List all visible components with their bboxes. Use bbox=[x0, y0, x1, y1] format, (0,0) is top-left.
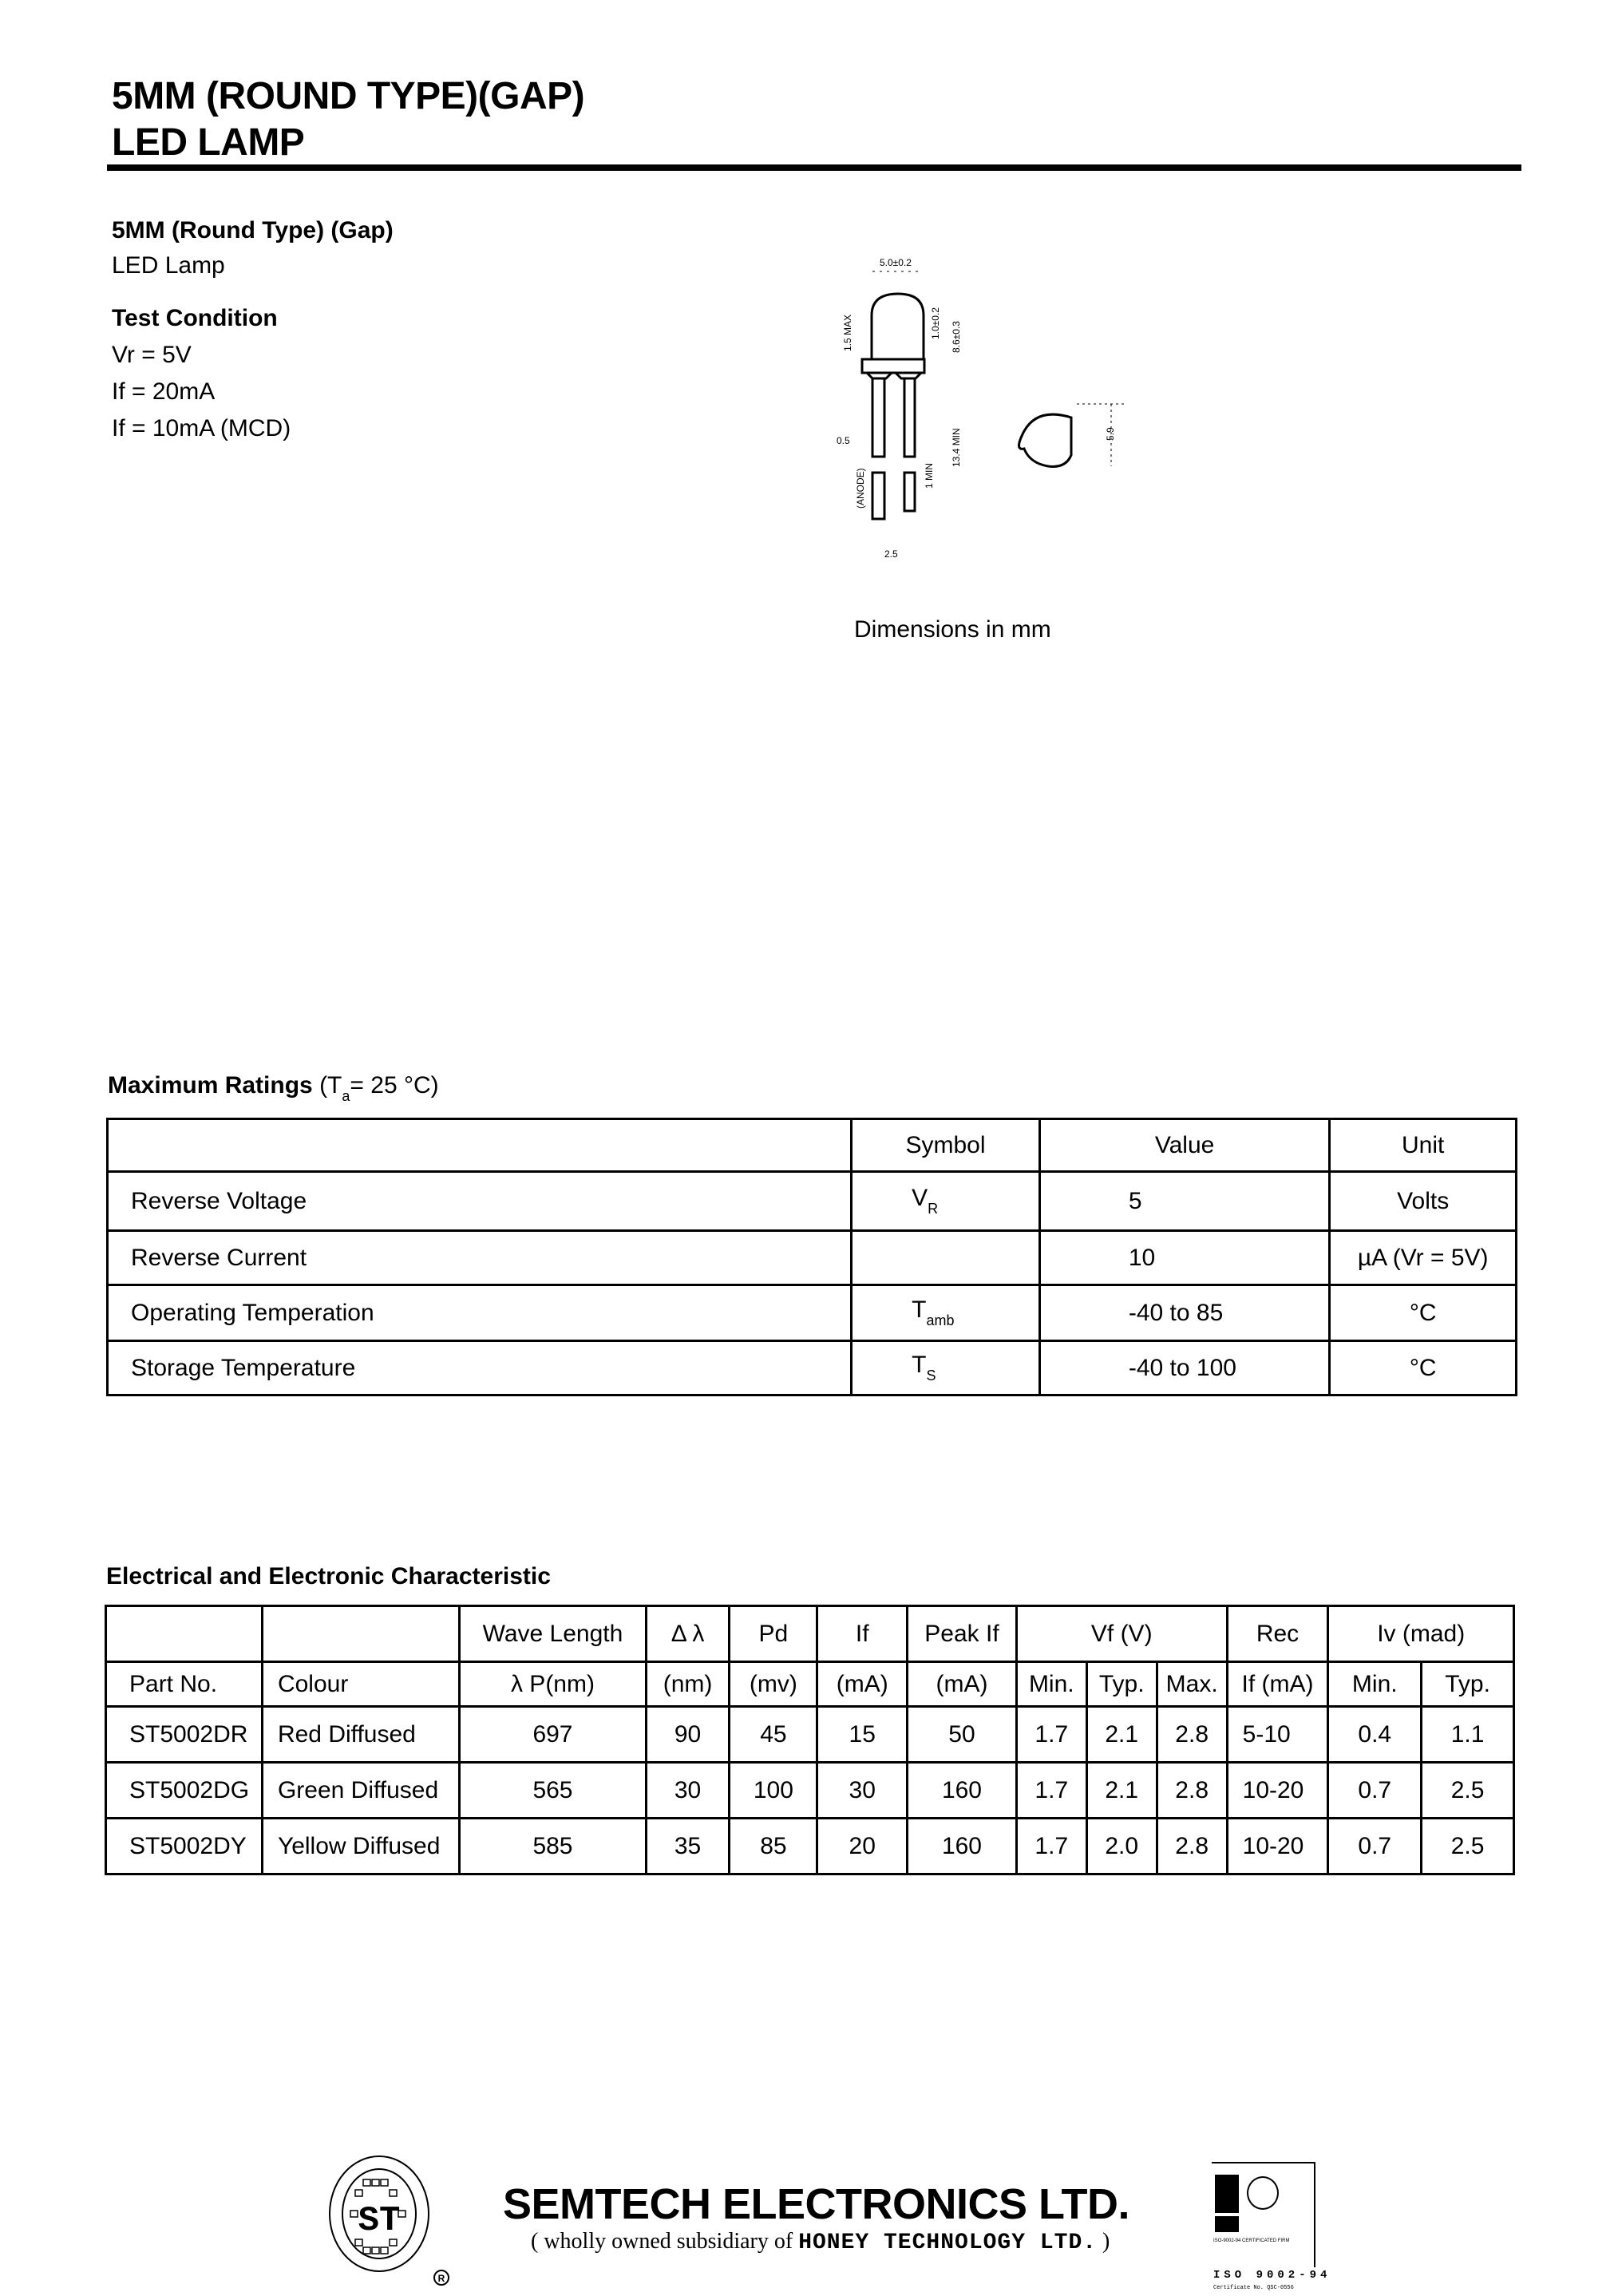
header-vf-min: Min. bbox=[1016, 1662, 1086, 1707]
table-subheader-row bbox=[106, 1662, 1514, 1707]
dim-gap: 1 MIN bbox=[924, 462, 935, 489]
cell-part: ST5002DG bbox=[106, 1763, 263, 1819]
cell-vf-max: 2.8 bbox=[1157, 1763, 1227, 1819]
header-colour-top bbox=[262, 1606, 459, 1662]
cell-pd: 45 bbox=[730, 1707, 817, 1763]
semtech-logo-icon bbox=[315, 2144, 459, 2287]
certification-seal-icon bbox=[1247, 2176, 1279, 2210]
cell-if: 20 bbox=[817, 1819, 908, 1874]
table-row bbox=[108, 1285, 1517, 1341]
title-line-1: 5MM (ROUND TYPE)(GAP) bbox=[112, 75, 585, 117]
cell-symbol: $T_{amb}$ bbox=[852, 1285, 1040, 1341]
header-part-no: Part No. bbox=[106, 1662, 263, 1707]
cell-symbol: $T_S$ bbox=[852, 1341, 1040, 1395]
registered-mark: R bbox=[437, 2273, 445, 2284]
cell-vf-min: 1.7 bbox=[1016, 1819, 1086, 1874]
header-pd: Pd bbox=[730, 1606, 817, 1662]
anode-lead-cut bbox=[872, 473, 884, 519]
cell-part: ST5002DY bbox=[106, 1819, 263, 1874]
anode-lead bbox=[872, 378, 884, 457]
header-value: Value bbox=[1039, 1119, 1330, 1172]
header-rec-unit: If (mA) bbox=[1227, 1662, 1328, 1707]
condition-if-mcd: If = 10mA (MCD) bbox=[112, 415, 291, 441]
cathode-lead-cut bbox=[904, 473, 915, 511]
dim-pitch: 2.5 bbox=[884, 548, 898, 560]
title-rule bbox=[107, 164, 1521, 171]
cell-param: Reverse Current bbox=[108, 1231, 852, 1285]
company-name: SEMTECH ELECTRONICS LTD. bbox=[503, 2180, 1130, 2228]
max-ratings-table bbox=[106, 1118, 1517, 1396]
cell-iv-min: 0.4 bbox=[1328, 1707, 1422, 1763]
header-iv-typ: Typ. bbox=[1422, 1662, 1514, 1707]
cell-unit: Volts bbox=[1330, 1172, 1517, 1231]
header-part-top bbox=[106, 1606, 263, 1662]
iso-label: ISO 9002-94 bbox=[1213, 2269, 1331, 2282]
bureau-logo-icon bbox=[1215, 2216, 1239, 2232]
cell-symbol: $V_R$ bbox=[852, 1172, 1040, 1231]
iso-cert-number: Certificate No. QSC-0556 bbox=[1213, 2285, 1294, 2291]
table-row bbox=[108, 1231, 1517, 1285]
anode-label: (ANODE) bbox=[855, 468, 866, 509]
header-if-unit: (mA) bbox=[817, 1662, 908, 1707]
cell-vf-min: 1.7 bbox=[1016, 1707, 1086, 1763]
cell-if: 30 bbox=[817, 1763, 908, 1819]
cell-delta: 35 bbox=[646, 1819, 730, 1874]
parent-company: HONEY TECHNOLOGY LTD. bbox=[798, 2231, 1098, 2255]
electrical-title: Electrical and Electronic Characteristic bbox=[106, 1563, 551, 1589]
cell-unit: °C bbox=[1330, 1285, 1517, 1341]
header-rec: Rec bbox=[1227, 1606, 1328, 1662]
header-iv: Iv (mad) bbox=[1328, 1606, 1514, 1662]
cell-value: -40 to 100 bbox=[1039, 1341, 1330, 1395]
header-colour: Colour bbox=[262, 1662, 459, 1707]
cell-colour: Red Diffused bbox=[262, 1707, 459, 1763]
header-peak-if: Peak If bbox=[908, 1606, 1017, 1662]
cell-unit: °C bbox=[1330, 1341, 1517, 1395]
iso-caption: ISO-9002-94 CERTIFICATED FIRM bbox=[1213, 2239, 1290, 2243]
cell-value: 5 bbox=[1039, 1172, 1330, 1231]
cathode-lead bbox=[904, 378, 915, 457]
cell-iv-min: 0.7 bbox=[1328, 1819, 1422, 1874]
cell-wavelength: 565 bbox=[460, 1763, 646, 1819]
cell-param: Storage Temperature bbox=[108, 1341, 852, 1395]
dim-width: 5.0±0.2 bbox=[880, 257, 912, 268]
cell-peak-if: 50 bbox=[908, 1707, 1017, 1763]
dim-top-view: 5.9 bbox=[1105, 427, 1116, 441]
product-type: LED Lamp bbox=[112, 252, 225, 279]
led-body-outline bbox=[872, 294, 924, 359]
cell-colour: Yellow Diffused bbox=[262, 1819, 459, 1874]
header-vf: Vf (V) bbox=[1016, 1606, 1227, 1662]
anchor-logo-icon bbox=[1215, 2175, 1239, 2213]
cell-iv-min: 0.7 bbox=[1328, 1763, 1422, 1819]
top-view-outline bbox=[1019, 414, 1072, 466]
cell-iv-typ: 2.5 bbox=[1422, 1763, 1514, 1819]
cell-part: ST5002DR bbox=[106, 1707, 263, 1763]
header-if: If bbox=[817, 1606, 908, 1662]
dim-dome: 1.0±0.2 bbox=[930, 307, 941, 339]
cell-param: Reverse Voltage bbox=[108, 1172, 852, 1231]
header-vf-typ: Typ. bbox=[1086, 1662, 1157, 1707]
subsidiary-suffix: ) bbox=[1102, 2229, 1110, 2254]
cell-delta: 90 bbox=[646, 1707, 730, 1763]
max-ratings-title bbox=[108, 1072, 439, 1105]
dim-lead-length: 13.4 MIN bbox=[951, 428, 962, 467]
cell-pd: 85 bbox=[730, 1819, 817, 1874]
cell-rec: 5-10 bbox=[1227, 1707, 1328, 1763]
cell-vf-typ: 2.1 bbox=[1086, 1763, 1157, 1819]
cell-param: Operating Temperation bbox=[108, 1285, 852, 1341]
cell-symbol bbox=[852, 1231, 1040, 1285]
cell-vf-max: 2.8 bbox=[1157, 1707, 1227, 1763]
condition-vr: Vr = 5V bbox=[112, 342, 192, 368]
cell-value: -40 to 85 bbox=[1039, 1285, 1330, 1341]
cell-peak-if: 160 bbox=[908, 1763, 1017, 1819]
cell-iv-typ: 1.1 bbox=[1422, 1707, 1514, 1763]
title-line-2: LED LAMP bbox=[112, 121, 305, 164]
table-row bbox=[108, 1172, 1517, 1231]
subsidiary-line bbox=[531, 2229, 1110, 2255]
iso-certification-badge bbox=[1212, 2162, 1315, 2267]
table-header-row bbox=[106, 1606, 1514, 1662]
electrical-table bbox=[105, 1605, 1515, 1875]
header-delta-unit: (nm) bbox=[646, 1662, 730, 1707]
header-peak-if-unit: (mA) bbox=[908, 1662, 1017, 1707]
max-ratings-title-text: Maximum Ratings bbox=[108, 1072, 313, 1099]
header-wavelength: Wave Length bbox=[460, 1606, 646, 1662]
cell-if: 15 bbox=[817, 1707, 908, 1763]
max-ratings-condition: ($T_a= 25$ °C) bbox=[319, 1072, 439, 1104]
cell-rec: 10-20 bbox=[1227, 1819, 1328, 1874]
table-row bbox=[106, 1763, 1514, 1819]
cell-peak-if: 160 bbox=[908, 1819, 1017, 1874]
product-name: 5MM (Round Type) (Gap) bbox=[112, 217, 394, 243]
dim-height: 8.6±0.3 bbox=[951, 321, 962, 353]
dim-flange: 1.5 MAX bbox=[842, 314, 853, 351]
cell-unit: µA (Vr = 5V) bbox=[1330, 1231, 1517, 1285]
table-row bbox=[106, 1819, 1514, 1874]
cell-wavelength: 697 bbox=[460, 1707, 646, 1763]
condition-if: If = 20mA bbox=[112, 378, 216, 405]
header-iv-min: Min. bbox=[1328, 1662, 1422, 1707]
cell-value: 10 bbox=[1039, 1231, 1330, 1285]
logo-mark-text: ST bbox=[358, 2201, 401, 2241]
cell-delta: 30 bbox=[646, 1763, 730, 1819]
led-dimension-drawing bbox=[798, 239, 1157, 575]
dim-lead-width: 0.5 bbox=[837, 435, 850, 446]
cell-vf-typ: 2.1 bbox=[1086, 1707, 1157, 1763]
cell-vf-max: 2.8 bbox=[1157, 1819, 1227, 1874]
header-pd-unit: (mv) bbox=[730, 1662, 817, 1707]
table-header-row bbox=[108, 1119, 1517, 1172]
cell-vf-typ: 2.0 bbox=[1086, 1819, 1157, 1874]
cell-vf-min: 1.7 bbox=[1016, 1763, 1086, 1819]
cell-rec: 10-20 bbox=[1227, 1763, 1328, 1819]
cell-iv-typ: 2.5 bbox=[1422, 1819, 1514, 1874]
subsidiary-prefix: ( wholly owned subsidiary of bbox=[531, 2229, 793, 2254]
test-condition-title: Test Condition bbox=[112, 305, 278, 331]
header-unit: Unit bbox=[1330, 1119, 1517, 1172]
header-param bbox=[108, 1119, 852, 1172]
table-row bbox=[106, 1707, 1514, 1763]
cell-wavelength: 585 bbox=[460, 1819, 646, 1874]
header-symbol: Symbol bbox=[852, 1119, 1040, 1172]
page-title bbox=[112, 73, 584, 166]
cell-pd: 100 bbox=[730, 1763, 817, 1819]
table-row bbox=[108, 1341, 1517, 1395]
header-vf-max: Max. bbox=[1157, 1662, 1227, 1707]
cell-colour: Green Diffused bbox=[262, 1763, 459, 1819]
header-lambda-p: λ P(nm) bbox=[460, 1662, 646, 1707]
drawing-caption: Dimensions in mm bbox=[854, 616, 1051, 643]
header-delta-lambda: Δ λ bbox=[646, 1606, 730, 1662]
